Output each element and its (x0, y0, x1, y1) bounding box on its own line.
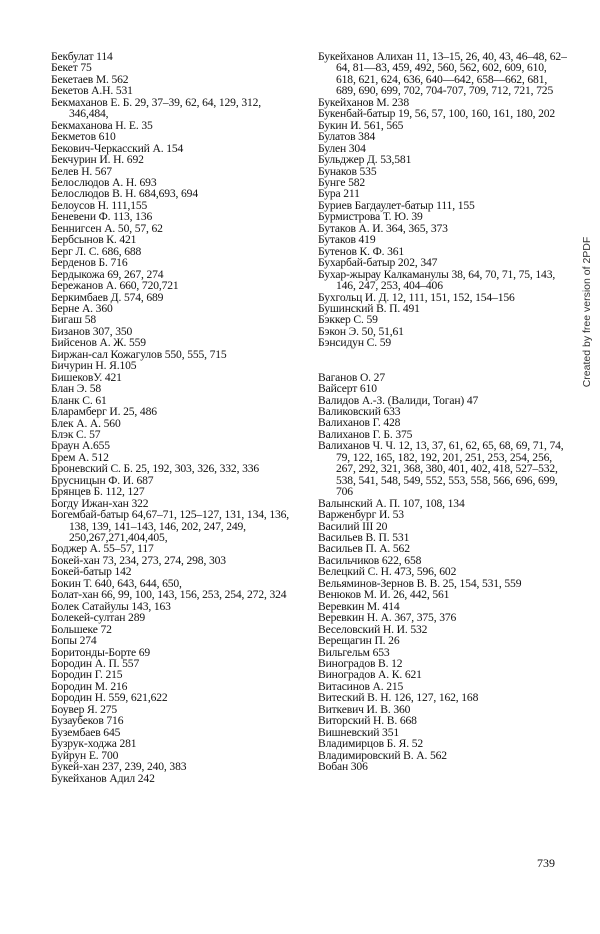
index-entry: Бульджер Д. 53,581 (318, 153, 412, 167)
index-entry: Валиковский 633 (318, 405, 401, 419)
index-entry: Бекет 75 (51, 61, 92, 75)
index-entry: Бопы 274 (51, 634, 97, 648)
index-entry: Бунге 582 (318, 175, 366, 189)
index-entry: Бородин А. П. 557 (51, 657, 140, 671)
index-entry: Боджер А. 55–57, 117 (51, 542, 154, 556)
index-entry: Вобан 306 (318, 760, 368, 774)
index-entry: Бербсынов К. 421 (51, 233, 137, 247)
index-entry: Бланк С. 61 (51, 393, 107, 407)
index-entry: Велецкий С. Н. 473, 596, 602 (318, 565, 457, 579)
index-entry: Бушинский В. П. 491 (318, 301, 420, 315)
index-entry: Брем А. 512 (51, 450, 109, 464)
index-column-right (318, 51, 568, 773)
index-entry: Бларамберг И. 25, 486 (51, 405, 157, 419)
index-entry: Бийсенов А. Ж. 559 (51, 336, 146, 350)
index-entry: Бухгольц И. Д. 12, 111, 151, 152, 154–156 (318, 290, 515, 304)
index-column-left (51, 51, 301, 784)
index-entry: Бекович-Черкасский А. 154 (51, 141, 184, 155)
index-entry: Бухарбай-батыр 202, 347 (318, 256, 438, 270)
index-entry: Ваганов О. 27 (318, 370, 385, 384)
index-entry: Бекетаев М. 562 (51, 72, 129, 86)
index-entry: Блан Э. 58 (51, 382, 102, 396)
index-entry: Бухар-жырау Калкаманулы 38, 64, 70, 71, 75, 143, 146, 247, 253, 404–406 (318, 267, 556, 293)
index-entry: Беневени Ф. 113, 136 (51, 210, 153, 224)
index-entry: Виноградов А. К. 621 (318, 668, 422, 682)
index-entry: Букейханов М. 238 (318, 95, 409, 109)
index-entry: Варженбург И. 53 (318, 508, 404, 522)
index-entry: Берг Л. С. 686, 688 (51, 244, 142, 258)
index-entry: Берденов Б. 716 (51, 256, 128, 270)
index-entry: Брянцев Б. 112, 127 (51, 485, 145, 499)
index-entry: Бузрук-ходжа 281 (51, 737, 137, 751)
index-entry: Беннигсен А. 50, 57, 62 (51, 221, 163, 235)
index-entry: Булен 304 (318, 141, 366, 155)
index-entry: Валиханов Ч. Ч. 12, 13, 37, 61, 62, 65, 68, 69, 71, 74, 79, 122, 165, 182, 192, 201, 251, 253, 254, 256, 267, 292, 321, 368, 380, 401, 402, 418, 527–532, 538, 541, 548, 549, 552, 553, 558, 566, 696, 699, 706 (318, 439, 564, 499)
index-entry: Болекей-султан 289 (51, 611, 146, 625)
index-entry: Блек А. А. 560 (51, 416, 121, 430)
index-entry: Булатов 384 (318, 130, 376, 144)
index-entry: Браун А.655 (51, 439, 110, 453)
index-entry: Владимирцов Б. Я. 52 (318, 737, 424, 751)
index-entry: Бигаш 58 (51, 313, 96, 327)
index-entry: Бекетов А.Н. 531 (51, 84, 133, 98)
index-entry: Бутаков А. И. 364, 365, 373 (318, 221, 448, 235)
index-entry: Броневский С. Б. 25, 192, 303, 326, 332, 336 (51, 462, 260, 476)
index-entry: Витасинов А. 215 (318, 679, 404, 693)
index-entry: Биржан-сал Кожагулов 550, 555, 715 (51, 347, 227, 361)
index-entry: Владимировский В. А. 562 (318, 748, 447, 762)
index-entry: БишековУ. 421 (51, 370, 122, 384)
index-entry: Веселовский Н. И. 532 (318, 622, 428, 636)
index-entry: Бэкон Э. 50, 51,61 (318, 324, 404, 338)
index-entry: Боритонды-Борте 69 (51, 645, 151, 659)
index-entry: Веревкин М. 414 (318, 599, 400, 613)
index-entry: Боувер Я. 275 (51, 702, 118, 716)
index-entry: Букейханов Адил 242 (51, 771, 155, 785)
index-entry: Валиханов Г. Б. 375 (318, 427, 413, 441)
index-entry: Буриев Багдаулет-батыр 111, 155 (318, 198, 475, 212)
index-entry: Бутаков 419 (318, 233, 376, 247)
index-entry: Бурмистрова Т. Ю. 39 (318, 210, 423, 224)
index-entry: Бокин Т. 640, 643, 644, 650, (51, 576, 182, 590)
index-entry: Бекметов 610 (51, 130, 116, 144)
index-entry: Виткевич И. В. 360 (318, 702, 411, 716)
index-entry: Вишневский 351 (318, 725, 399, 739)
index-entry: Берне А. 360 (51, 301, 113, 315)
index-entry: Блэк С. 57 (51, 427, 101, 441)
index-entry: Бекмаханова Н. Е. 35 (51, 118, 153, 132)
index-entry: Верещагин П. 26 (318, 634, 400, 648)
index-entry: Бизанов 307, 350 (51, 324, 133, 338)
index-entry: Бережанов А. 660, 720,721 (51, 279, 179, 293)
index-entry: Буйрун Е. 700 (51, 748, 119, 762)
index-entry: Бокей-батыр 142 (51, 565, 132, 579)
index-entry: Бородин М. 216 (51, 679, 128, 693)
index-entry: Букей-хан 237, 239, 240, 383 (51, 760, 187, 774)
index-entry: Белев Н. 567 (51, 164, 112, 178)
index-entry: Васильев П. А. 562 (318, 542, 410, 556)
index-entry: Бокей-хан 73, 234, 273, 274, 298, 303 (51, 553, 226, 567)
index-entry: Витеский В. Н. 126, 127, 162, 168 (318, 691, 479, 705)
index-entry: Беркимбаев Д. 574, 689 (51, 290, 164, 304)
index-entry: Васильчиков 622, 658 (318, 553, 422, 567)
index-entry: Бородин Г. 215 (51, 668, 123, 682)
index-entry: Бичурин Н. Я.105 (51, 359, 137, 373)
index-entry: Вильгельм 653 (318, 645, 390, 659)
index-entry: Бэнсидун С. 59 (318, 336, 392, 350)
index-entry: Вайсерт 610 (318, 382, 377, 396)
index-section-b (318, 51, 568, 349)
index-section-v (318, 372, 568, 773)
index-entry: Виноградов В. 12 (318, 656, 403, 670)
index-entry: Бекмаханов Е. Б. 29, 37–39, 62, 64, 129, 312, 346,484, (51, 95, 262, 121)
index-entry: Болек Сатайулы 143, 163 (51, 599, 171, 613)
index-entry: Бородин Н. 559, 621,622 (51, 691, 168, 705)
index-entry: Бэккер С. 59 (318, 313, 378, 327)
index-entry: Валиханов Г. 428 (318, 416, 401, 430)
index-entry: Бутенов К. Ф. 361 (318, 244, 405, 258)
index-entry: Вельяминов-Зернов В. В. 25, 154, 531, 559 (318, 576, 522, 590)
index-entry: Белослюдов В. Н. 684,693, 694 (51, 187, 198, 201)
index-entry: Букин И. 561, 565 (318, 118, 404, 132)
index-entry: Богембай-батыр 64,67–71, 125–127, 131, 134, 136, 138, 139, 141–143, 146, 202, 247, 249, 250,267,271,404,405, (51, 508, 290, 545)
index-entry: Бекчурин И. Н. 692 (51, 153, 144, 167)
index-entry: Бекбулат 114 (51, 50, 113, 63)
index-entry: Венюков М. И. 26, 442, 561 (318, 588, 450, 602)
index-entry: Валынский А. П. 107, 108, 134 (318, 496, 465, 510)
section-gap (318, 360, 568, 371)
watermark (581, 224, 593, 400)
index-entry: Бунаков 535 (318, 164, 377, 178)
index-entry: Веревкин Н. А. 367, 375, 376 (318, 611, 457, 625)
index-entry: Букейханов Алихан 11, 13–15, 26, 40, 43, 46–48, 62–64, 81—83, 459, 492, 560, 562, 602, 609, 610, 618, 621, 624, 636, 640—642, 658—662, 681, 689, 690, 699, 702, 704-707, 709, 712, 721, 725 (318, 50, 567, 98)
index-entry: Валидов А.-З. (Валиди, Тоган) 47 (318, 393, 479, 407)
index-entry: Бердыкожа 69, 267, 274 (51, 267, 164, 281)
index-entry: Василий III 20 (318, 519, 388, 533)
index-entry: Брусницын Ф. И. 687 (51, 473, 154, 487)
index-entry: Большеке 72 (51, 622, 112, 636)
index-entry: Букенбай-батыр 19, 56, 57, 100, 160, 161, 180, 202 (318, 107, 556, 121)
index-entry: Виторский Н. В. 668 (318, 714, 417, 728)
watermark-text: Created by free version of 2PDF (581, 236, 593, 388)
index-entry: Белоусов Н. 111,155 (51, 198, 148, 212)
section-gap (318, 349, 568, 360)
index-entry: Бузаубеков 716 (51, 714, 124, 728)
index-entry: Бузембаев 645 (51, 725, 121, 739)
index-entry: Белослюдов А. Н. 693 (51, 175, 157, 189)
index-entry: Болат-хан 66, 99, 100, 143, 156, 253, 254, 272, 324 (51, 588, 287, 602)
page-number: 739 (537, 856, 555, 870)
index-entry: Бура 211 (318, 187, 360, 201)
index-entry: Богду Ижан-хан 322 (51, 496, 149, 510)
index-entry: Васильев В. П. 531 (318, 531, 410, 544)
